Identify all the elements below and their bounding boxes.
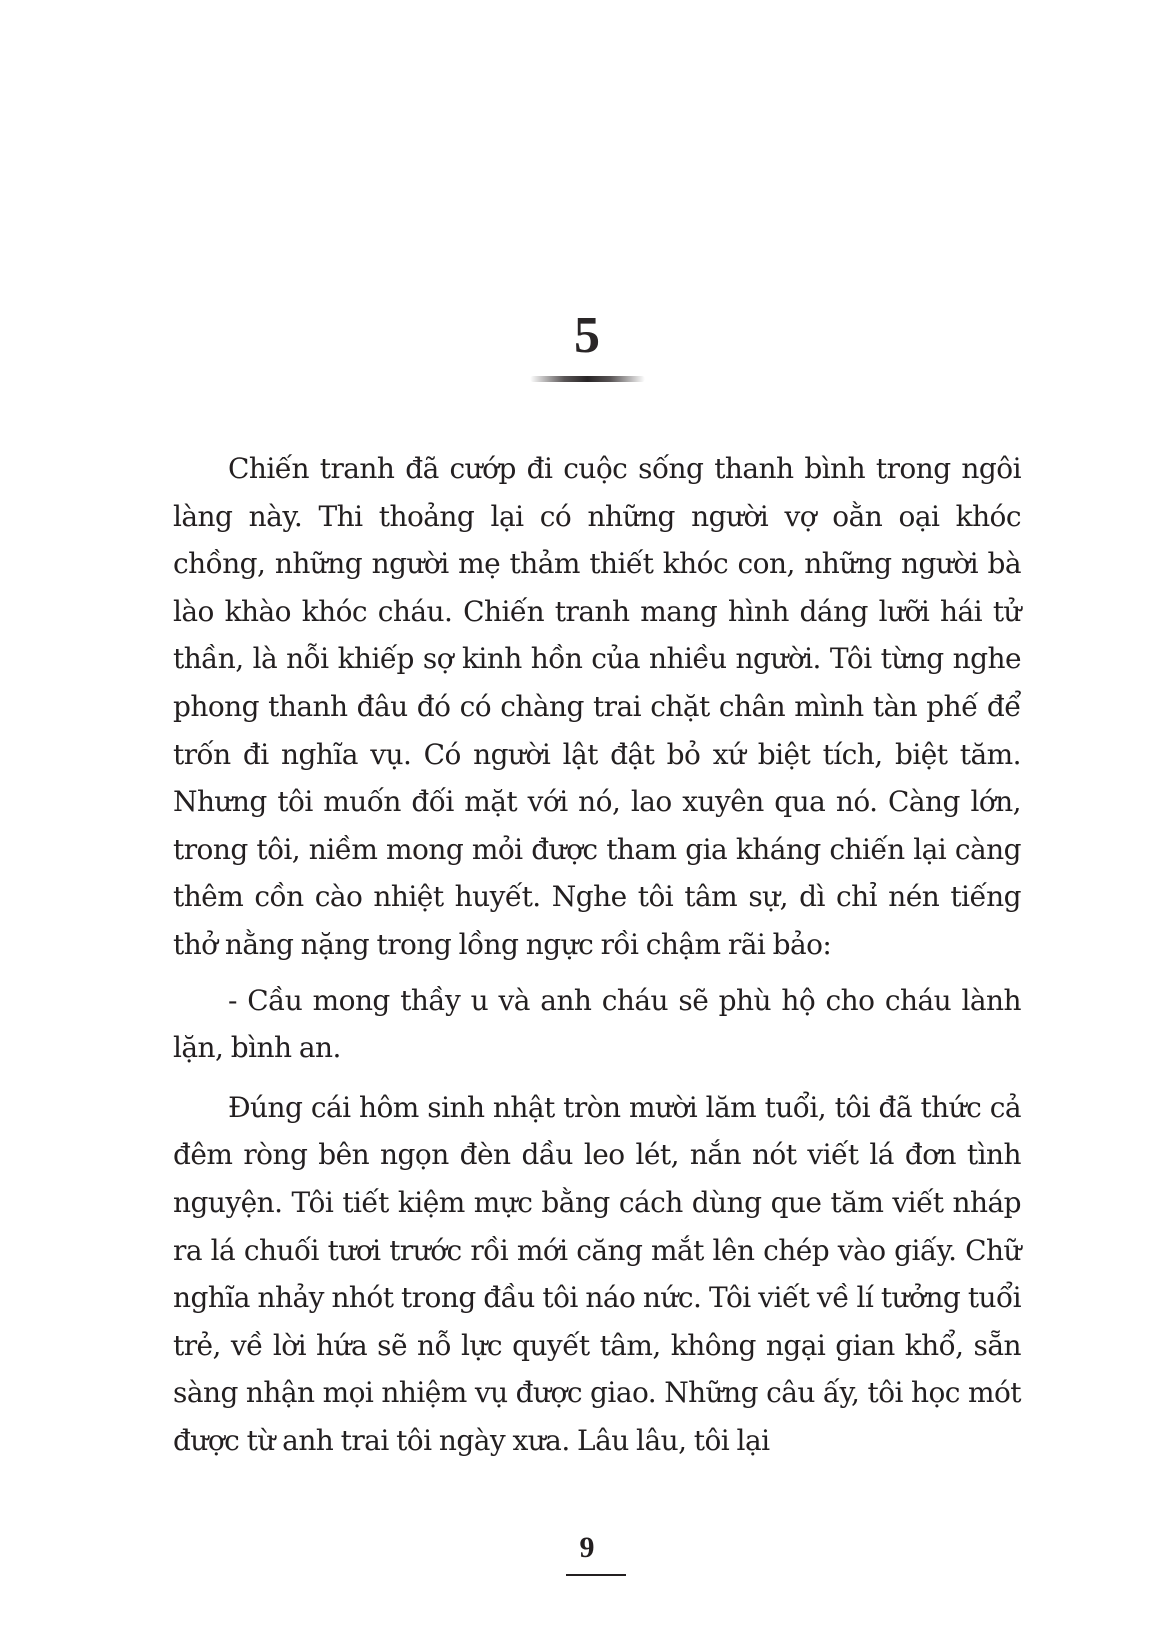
chapter-number: 5 <box>574 307 600 364</box>
page-number-underline <box>566 1574 626 1576</box>
body-text <box>173 445 1021 1476</box>
chapter-divider <box>530 376 645 382</box>
dialogue-paragraph: - Cầu mong thầy u và anh cháu sẽ phù hộ cho cháu lành lặn, bình an. <box>173 983 1021 1065</box>
page-number: 9 <box>579 1531 595 1564</box>
paragraph: Đúng cái hôm sinh nhật tròn mười lăm tuổi, tôi đã thức cả đêm ròng bên ngọn đèn dầu leo lét, nắn nót viết lá đơn tình nguyện. Tôi tiết kiệm mực bằng cách dùng que tăm viết nháp ra lá chuối tươi trước rồi mới căng mắt lên chép vào giấy. Chữ nghĩa nhảy nhót trong đầu tôi náo nức. Tôi viết về lí tưởng tuổi trẻ, về lời hứa sẽ nỗ lực quyết tâm, không ngại gian khổ, sẵn sàng nhận mọi nhiệm vụ được giao. Những câu ấy, tôi học mót được từ anh trai tôi ngày xưa. Lâu lâu, tôi lại <box>173 1090 1021 1457</box>
paragraph: Chiến tranh đã cướp đi cuộc sống thanh bình trong ngôi làng này. Thi thoảng lại có những người vợ oằn oại khóc chồng, những người mẹ thảm thiết khóc con, những người bà lào khào khóc cháu. Chiến tranh mang hình dáng lưỡi hái tử thần, là nỗi khiếp sợ kinh hồn của nhiều người. Tôi từng nghe phong thanh đâu đó có chàng trai chặt chân mình tàn phế để trốn đi nghĩa vụ. Có người lật đật bỏ xứ biệt tích, biệt tăm. Nhưng tôi muốn đối mặt với nó, lao xuyên qua nó. Càng lớn, trong tôi, niềm mong mỏi được tham gia kháng chiến lại càng thêm cồn cào nhiệt huyết. Nghe tôi tâm sự, dì chỉ nén tiếng thở nằng nặng trong lồng ngực rồi chậm rãi bảo: <box>173 452 1021 961</box>
